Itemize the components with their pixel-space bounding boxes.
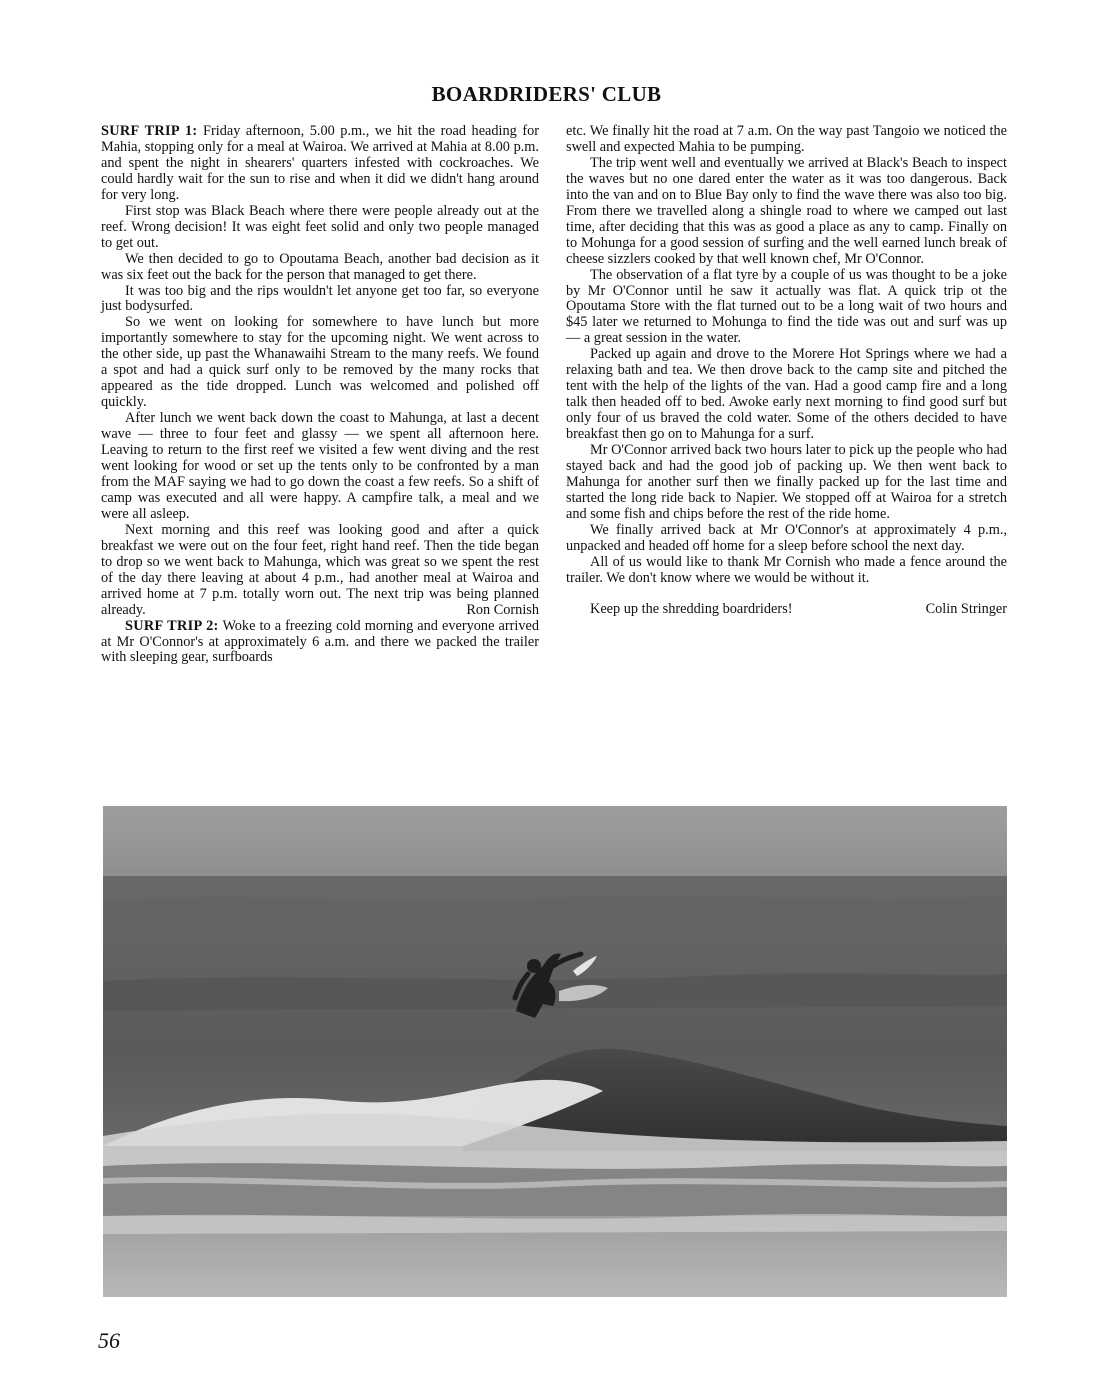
author-signature: Colin Stringer xyxy=(925,600,1007,617)
closing-remark: Keep up the shredding boardriders! xyxy=(590,600,793,617)
article-paragraph: It was too big and the rips wouldn't let anyone get too far, so everyone just bodysurfed. xyxy=(101,282,539,315)
article-paragraph: We then decided to go to Opoutama Beach, another bad decision as it was six feet out the back for the person that managed to get there. xyxy=(101,250,539,283)
article-paragraph: The trip went well and eventually we arrived at Black's Beach to inspect the waves but no one dared enter the water as it was too dangerous. Back into the van and on to Blue Bay only to find the wave there was also too big. From there we travelled along a shingle road to where we camped out last time, after deciding that this was as good a place as any to camp. Finally on to Mohunga for a good session of surfing and the well earned lunch break of cheese sizzlers cooked by that well known chef, Mr O'Connor. xyxy=(566,154,1007,267)
surfing-photograph xyxy=(103,806,1007,1297)
article-paragraph: We finally arrived back at Mr O'Connor's at approximately 4 p.m., unpacked and headed off home for a sleep before school the next day. xyxy=(566,521,1007,554)
article-paragraph: First stop was Black Beach where there were people already out at the reef. Wrong decision! It was eight feet solid and only two people managed to get out. xyxy=(101,202,539,251)
article-paragraph-text: Next morning and this reef was looking good and after a quick breakfast we were out on the four feet, right hand reef. Then the tide began to drop so we went back to Mahunga, which was great so we spent the rest of the day there leaving at about 4 p.m., had another meal at Wairoa and arrived home at 7 p.m. totally worn out. The next trip was being planned already. xyxy=(101,521,539,618)
trip1-heading: SURF TRIP 1: xyxy=(101,123,198,139)
page-number: 56 xyxy=(98,1328,120,1353)
article-paragraph: Mr O'Connor arrived back two hours later to pick up the people who had stayed back and had the good job of packing up. We then went back to Mahunga for another surf then we finally packed up for the last time and started the long ride back to Napier. We stopped off at Wairoa for a stretch and some fish and chips before the rest of the ride home. xyxy=(566,442,1007,522)
article-paragraph: All of us would like to thank Mr Cornish who made a fence around the trailer. We don't know where we would be without it. xyxy=(566,553,1007,586)
article-paragraph: Packed up again and drove to the Morere Hot Springs where we had a relaxing bath and tea. We then drove back to the camp site and pitched the tent with the help of the lights of the van. Had a good camp fire and a long talk then headed off to bed. Awoke early next morning to find good surf but only four of us braved the cold water. Some of the others decided to have breakfast then go on to Mahunga for a surf. xyxy=(566,346,1007,443)
inshore-water xyxy=(103,1163,1007,1216)
closing-line xyxy=(566,602,1007,618)
trip2-paragraph xyxy=(101,619,539,667)
article-paragraph: After lunch we went back down the coast to Mahunga, at last a decent wave — three to four feet and glassy — we spent all afternoon here. Leaving to return to the first reef we visited a few went diving and the rest went looking for wood or set up the tents only to be confronted by a man from the MAF saying we had to go down the coast a few reefs. So a shift of camp was executed and all were happy. A campfire talk, a meal and we were all asleep. xyxy=(101,410,539,522)
trip1-intro-text: Friday afternoon, 5.00 p.m., we hit the road heading for Mahia, stopping only for a meal at Wairoa. We arrived at Mahia at 8.00 p.m. and spent the night in shearers' quarters infested with cockroaches. We could hardly wait for the sun to rise and when it did we didn't hang around for very long. xyxy=(101,123,539,203)
author-signature: Ron Cornish xyxy=(466,601,539,618)
article-column-right xyxy=(566,124,1007,618)
trip1-paragraph xyxy=(101,124,539,204)
article-paragraph: So we went on looking for somewhere to have lunch but more importantly somewhere to stay for the upcoming night. We went across to the other side, up past the Whanawaihi Stream to the many reefs. We found a spot and had a quick surf only to be removed by the many rocks that appeared as the tide dropped. Lunch was welcomed and polished off quickly. xyxy=(101,314,539,411)
surfing-photograph-image xyxy=(103,806,1007,1297)
article-column-left xyxy=(101,124,539,666)
trip2-intro-text: Woke to a freezing cold morning and everyone arrived at Mr O'Connor's at approximately 6 a.m. and there we packed the trailer with sleeping gear, surfboards xyxy=(101,617,539,666)
page-title: BOARDRIDERS' CLUB xyxy=(431,82,662,106)
distant-sea xyxy=(103,806,1007,876)
trip2-heading: SURF TRIP 2: xyxy=(125,617,219,634)
continuation-paragraph: etc. We finally hit the road at 7 a.m. On the way past Tangoio we noticed the swell and expected Mahia to be pumping. xyxy=(566,123,1007,155)
article-paragraph: The observation of a flat tyre by a couple of us was thought to be a joke by Mr O'Connor until he saw it actually was flat. A quick trip ot the Opoutama Store with the flat turned out to be a long wait of two hours and $45 later we returned to Mohunga to find the tide was out and surf was up — a great session in the water. xyxy=(566,266,1007,347)
article-paragraph xyxy=(101,523,539,619)
distant-swell xyxy=(103,896,1007,926)
